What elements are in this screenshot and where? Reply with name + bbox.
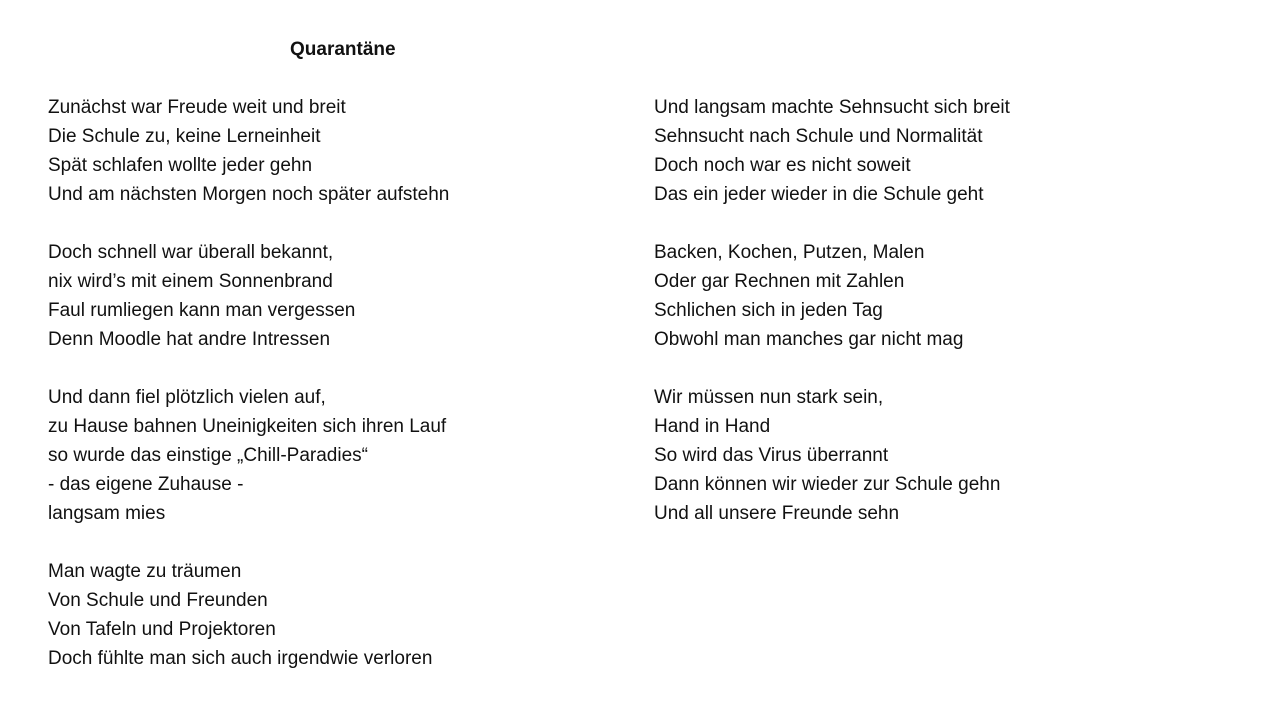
poem-line: Doch schnell war überall bekannt, [48,242,334,263]
poem-line: Hand in Hand [654,416,771,437]
poem-line: Denn Moodle hat andre Intressen [48,329,331,350]
poem-line: Man wagte zu träumen [48,561,242,582]
poem-line: Von Tafeln und Projektoren [48,619,276,640]
poem-title: Quarantäne [290,39,396,60]
stanza [654,93,1234,209]
poem-line: So wird das Virus überrannt [654,445,889,466]
poem-line: Doch fühlte man sich auch irgendwie verloren [48,648,433,669]
stanza [654,383,1234,528]
poem-line: Sehnsucht nach Schule und Normalität [654,126,983,147]
poem-column-left [48,93,628,702]
poem-line: Obwohl man manches gar nicht mag [654,329,964,350]
poem-line: langsam mies [48,503,166,524]
poem-line: so wurde das einstige „Chill-Paradies“ [48,445,368,466]
poem-line: Und dann fiel plötzlich vielen auf, [48,387,326,408]
poem-line: Und am nächsten Morgen noch später aufstehn [48,184,450,205]
stanza [48,238,628,354]
poem-line: Spät schlafen wollte jeder gehn [48,155,313,176]
poem-line: Wir müssen nun stark sein, [654,387,884,408]
poem-line: Und langsam machte Sehnsucht sich breit [654,97,1010,118]
poem-line: Zunächst war Freude weit und breit [48,97,346,118]
poem-line: Doch noch war es nicht soweit [654,155,911,176]
poem-line: Dann können wir wieder zur Schule gehn [654,474,1001,495]
stanza [48,383,628,528]
stanza [48,557,628,673]
stanza [48,93,628,209]
poem-line: Backen, Kochen, Putzen, Malen [654,242,925,263]
poem-line: Oder gar Rechnen mit Zahlen [654,271,905,292]
stanza [654,238,1234,354]
poem-line: Von Schule und Freunden [48,590,268,611]
poem-column-right [654,93,1234,557]
poem-line: Und all unsere Freunde sehn [654,503,900,524]
poem-line: - das eigene Zuhause - [48,474,244,495]
poem-line: Faul rumliegen kann man vergessen [48,300,356,321]
poem-line: Schlichen sich in jeden Tag [654,300,883,321]
poem-line: Das ein jeder wieder in die Schule geht [654,184,984,205]
poem-line: Die Schule zu, keine Lerneinheit [48,126,321,147]
poem-line: zu Hause bahnen Uneinigkeiten sich ihren Lauf [48,416,447,437]
poem-line: nix wird’s mit einem Sonnenbrand [48,271,333,292]
